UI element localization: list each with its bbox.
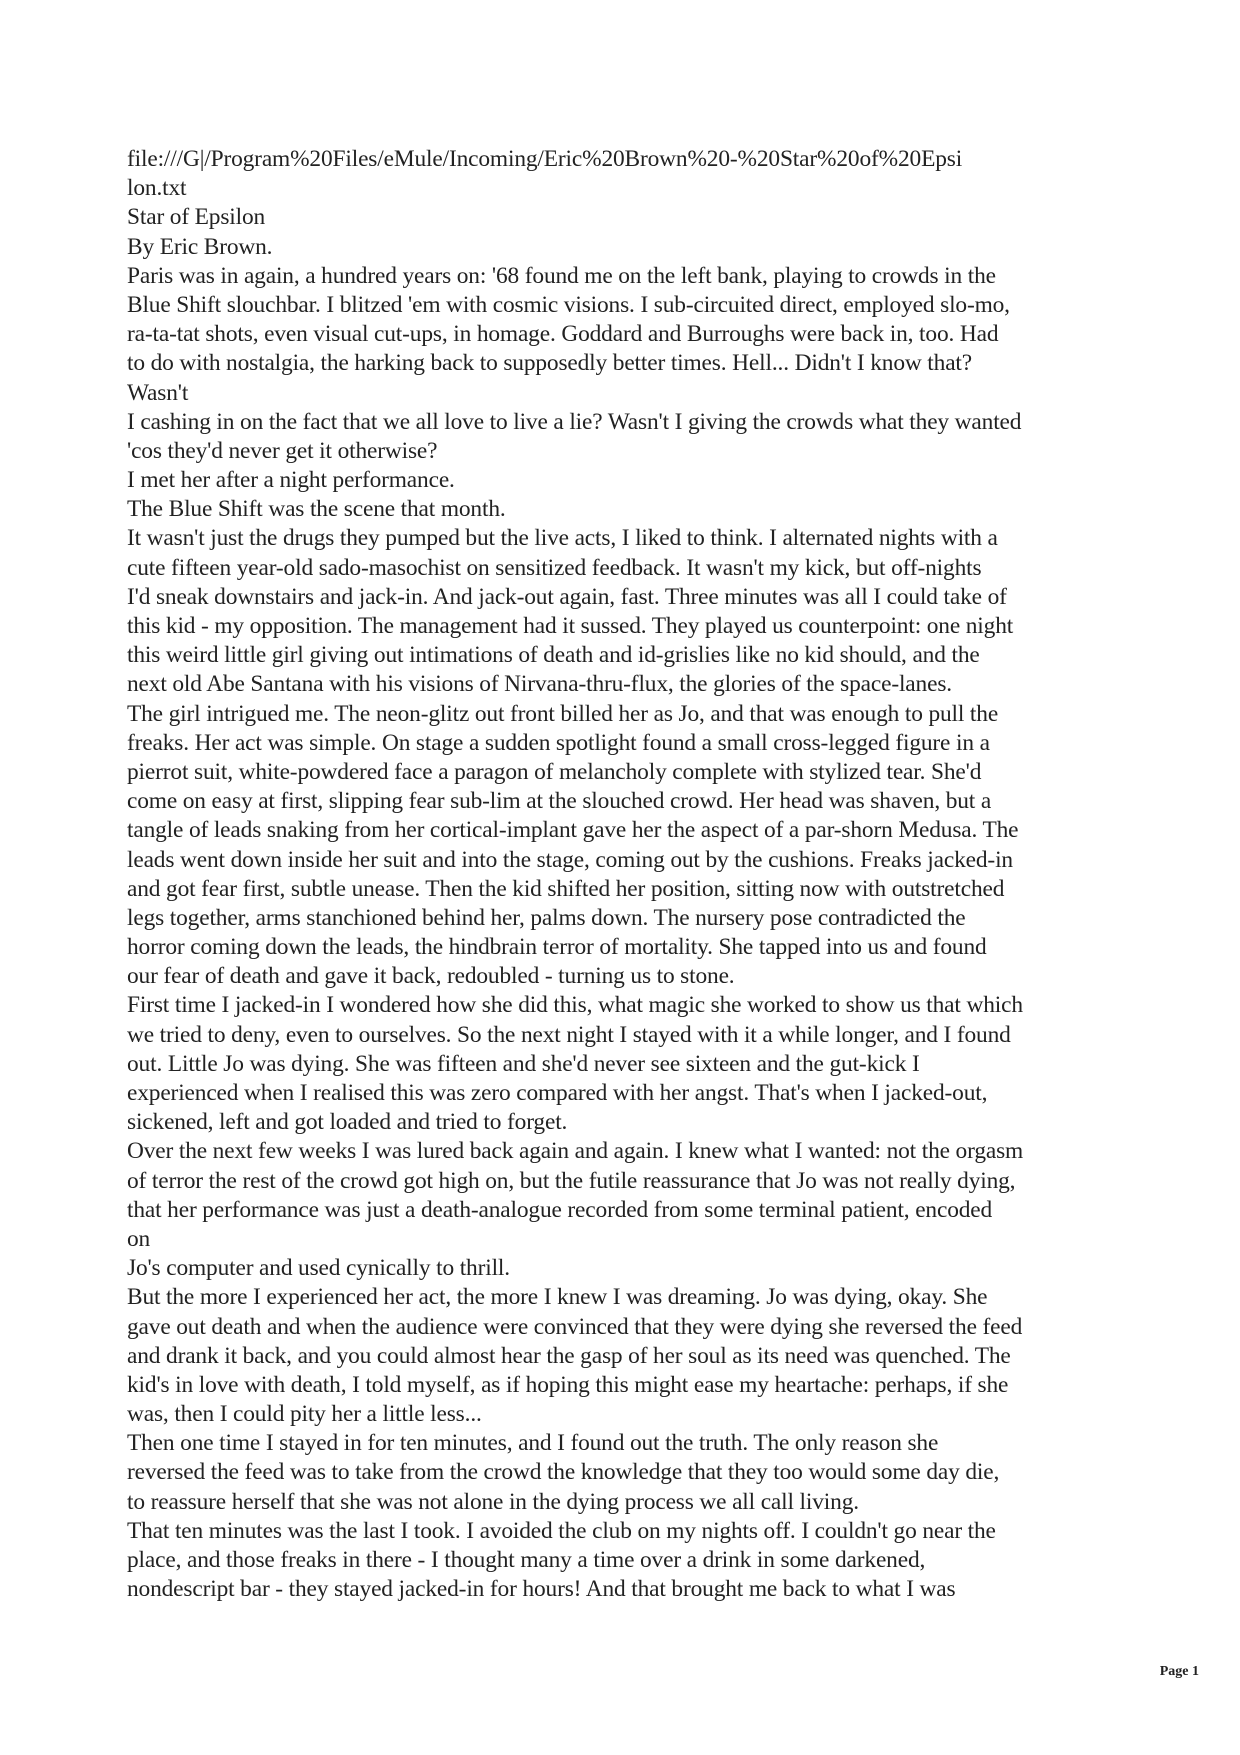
- text-line: we tried to deny, even to ourselves. So the next night I stayed with it a while longer, and I found: [127, 1021, 1011, 1048]
- text-line: nondescript bar - they stayed jacked-in for hours! And that brought me back to what I was: [127, 1576, 956, 1603]
- text-line: Wasn't: [127, 379, 189, 406]
- text-line: next old Abe Santana with his visions of Nirvana-thru-flux, the glories of the space-lanes.: [127, 671, 952, 698]
- text-line: It wasn't just the drugs they pumped but the live acts, I liked to think. I alternated nights with a: [127, 525, 998, 552]
- text-line: horror coming down the leads, the hindbrain terror of mortality. She tapped into us and found: [127, 934, 987, 961]
- text-line: Paris was in again, a hundred years on: '68 found me on the left bank, playing to crowds in the: [127, 262, 996, 289]
- text-line: The Blue Shift was the scene that month.: [127, 496, 506, 523]
- text-line: come on easy at first, slipping fear sub-lim at the slouched crowd. Her head was shaven, but a: [127, 788, 992, 815]
- page-number: Page 1: [1159, 1664, 1199, 1679]
- text-line: leads went down inside her suit and into the stage, coming out by the cushions. Freaks jacked-in: [127, 846, 1013, 873]
- text-line: on: [127, 1225, 151, 1252]
- text-line: Over the next few weeks I was lured back again and again. I knew what I wanted: not the orgasm: [127, 1138, 1024, 1165]
- text-line: But the more I experienced her act, the more I knew I was dreaming. Jo was dying, okay. She: [127, 1284, 988, 1311]
- text-line: reversed the feed was to take from the crowd the knowledge that they too would some day die,: [127, 1459, 1000, 1486]
- text-line: By Eric Brown.: [127, 233, 273, 260]
- text-line: The girl intrigued me. The neon-glitz out front billed her as Jo, and that was enough to pull the: [127, 700, 999, 727]
- text-line: that her performance was just a death-analogue recorded from some terminal patient, encoded: [127, 1196, 993, 1223]
- text-line: was, then I could pity her a little less...: [127, 1401, 482, 1428]
- text-line: and drank it back, and you could almost hear the gasp of her soul as its need was quenched. The: [127, 1342, 1011, 1369]
- text-line: freaks. Her act was simple. On stage a sudden spotlight found a small cross-legged figure in a: [127, 729, 990, 756]
- text-line: tangle of leads snaking from her cortical-implant gave her the aspect of a par-shorn Medusa. The: [127, 817, 1019, 844]
- text-line: I cashing in on the fact that we all love to live a lie? Wasn't I giving the crowds what they wanted: [127, 408, 1022, 435]
- text-line: this kid - my opposition. The management had it sussed. They played us counterpoint: one night: [127, 613, 1014, 639]
- text-line: to reassure herself that she was not alone in the dying process we all call living.: [127, 1488, 859, 1515]
- text-line: to do with nostalgia, the harking back to supposedly better times. Hell... Didn't I know that?: [127, 350, 973, 377]
- text-line: sickened, left and got loaded and tried to forget.: [127, 1109, 568, 1136]
- text-line: Jo's computer and used cynically to thrill.: [127, 1255, 510, 1282]
- document-body: [127, 145, 1127, 1604]
- text-line: of terror the rest of the crowd got high on, but the futile reassurance that Jo was not really dying,: [127, 1167, 1016, 1194]
- text-line: First time I jacked-in I wondered how she did this, what magic she worked to show us that which: [127, 992, 1023, 1019]
- text-line: experienced when I realised this was zero compared with her angst. That's when I jacked-out,: [127, 1080, 988, 1106]
- text-line: out. Little Jo was dying. She was fifteen and she'd never see sixteen and the gut-kick I: [127, 1050, 920, 1077]
- text-line: I'd sneak downstairs and jack-in. And jack-out again, fast. Three minutes was all I could take of: [127, 583, 1007, 610]
- text-line: That ten minutes was the last I took. I avoided the club on my nights off. I couldn't go near the: [127, 1517, 996, 1544]
- text-line: kid's in love with death, I told myself, as if hoping this might ease my heartache: perhaps, if she: [127, 1371, 1009, 1398]
- text-line: gave out death and when the audience were convinced that they were dying she reversed the feed: [127, 1313, 1023, 1340]
- text-line: pierrot suit, white-powdered face a paragon of melancholy complete with stylized tear. She'd: [127, 758, 982, 785]
- text-line: Star of Epsilon: [127, 204, 266, 231]
- text-line: 'cos they'd never get it otherwise?: [127, 437, 438, 464]
- text-line: place, and those freaks in there - I thought many a time over a drink in some darkened,: [127, 1547, 926, 1573]
- text-line: file:///G|/Program%20Files/eMule/Incoming/Eric%20Brown%20-%20Star%20of%20Epsi: [127, 146, 963, 172]
- text-line: ra-ta-tat shots, even visual cut-ups, in homage. Goddard and Burroughs were back in, too. Had: [127, 321, 999, 348]
- text-line: cute fifteen year-old sado-masochist on sensitized feedback. It wasn't my kick, but off-nights: [127, 554, 982, 581]
- text-line: this weird little girl giving out intimations of death and id-grislies like no kid should, and the: [127, 642, 980, 669]
- text-line: our fear of death and gave it back, redoubled - turning us to stone.: [127, 963, 735, 990]
- text-line: Blue Shift slouchbar. I blitzed 'em with cosmic visions. I sub-circuited direct, employed slo-mo,: [127, 291, 1010, 318]
- text-line: and got fear first, subtle unease. Then the kid shifted her position, sitting now with outstretched: [127, 875, 1005, 902]
- text-line: lon.txt: [127, 175, 187, 202]
- text-line: legs together, arms stanchioned behind her, palms down. The nursery pose contradicted the: [127, 904, 966, 931]
- text-line: I met her after a night performance.: [127, 467, 455, 494]
- text-line: Then one time I stayed in for ten minutes, and I found out the truth. The only reason she: [127, 1430, 939, 1457]
